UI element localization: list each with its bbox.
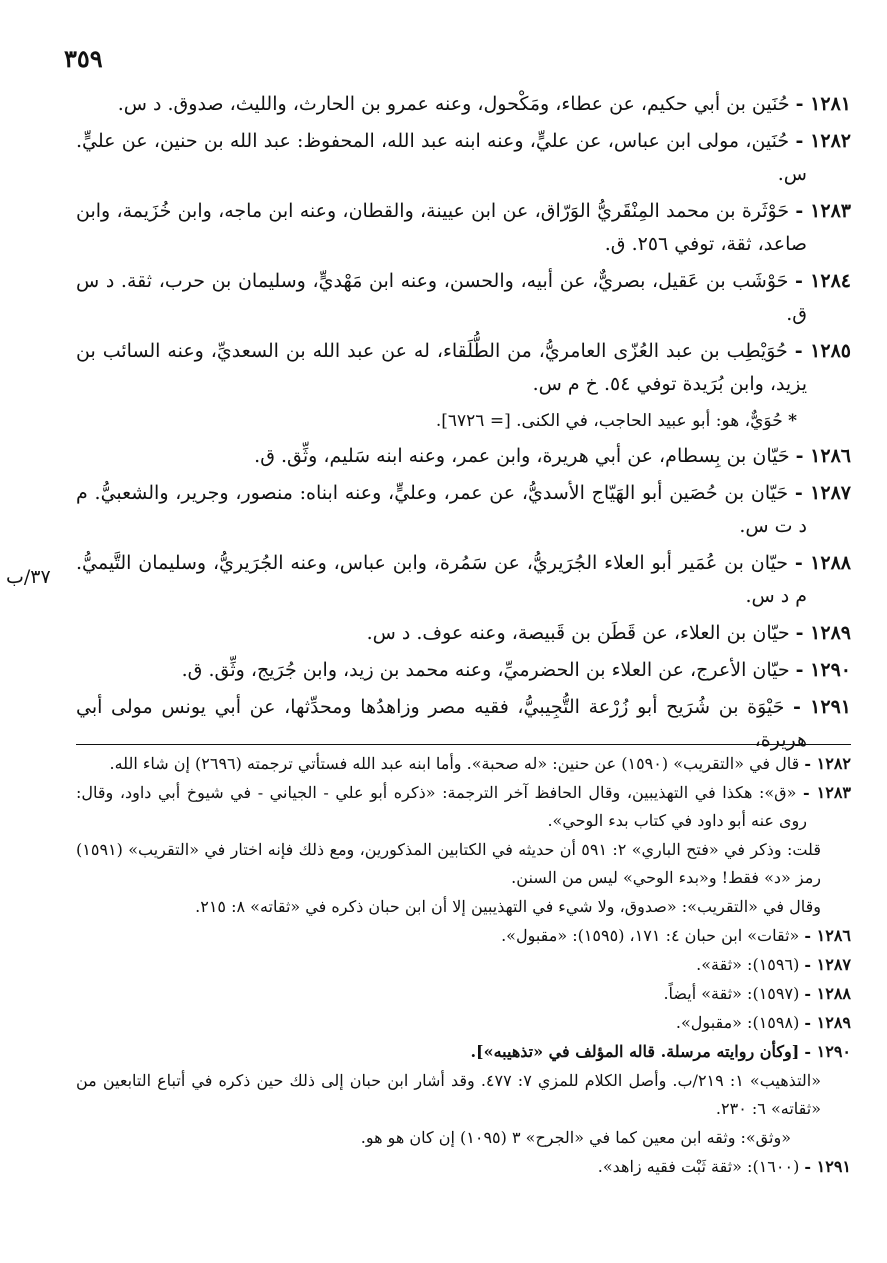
footnote-number: ١٢٩١ - — [804, 1157, 851, 1176]
footnote-1288 — [76, 980, 851, 1008]
entry-text: حُنَين، مولى ابن عباس، عن عليٍّ، وعنه ابنه عبد الله، المحفوظ: عبد الله بن حنين، عن عليٍّ. س. — [76, 130, 807, 185]
entry-1284 — [76, 265, 851, 331]
footnote-text: قال في «التقريب» (١٥٩٠) عن حنين: «له صحبة». وأما ابنه عبد الله فستأتي ترجمته (٢٦٩٦) إن شاء الله. — [109, 754, 800, 773]
footnote-1290-wuththiq — [76, 1124, 851, 1152]
footnote-separator — [76, 744, 851, 745]
footnote-text: (١٦٠٠): «ثقة ثَبْت فقيه زاهد». — [597, 1157, 800, 1176]
entry-number: ١٢٩١ - — [793, 696, 851, 718]
entry-number: ١٢٨٤ - — [795, 270, 851, 292]
entry-1281 — [76, 88, 851, 121]
entry-text: حُوَيْطِب بن عبد العُزّى العامريُّ، من الطُّلَقاء، له عن عبد الله بن السعديِّ، وعنه السائب بن يزيد، وابن بُرَيدة توفي ٥٤. خ م س. — [76, 340, 807, 395]
footnote-1287 — [76, 951, 851, 979]
footnote-1283-taqrib — [76, 893, 851, 921]
footnote-number: ١٢٩٠ - — [804, 1042, 851, 1061]
footnote-text: (١٥٩٦): «ثقة». — [696, 955, 800, 974]
entry-text: حَيّان بن حُصَين أبو الهَيّاج الأسديُّ، عن عمر، وعليٍّ، وعنه ابناه: منصور، وجرير، والشعبيُّ. م د ت س. — [76, 482, 807, 537]
entry-number: ١٢٨٦ - — [795, 445, 851, 467]
entry-1286 — [76, 440, 851, 473]
entry-text: حيّان بن عُمَير أبو العلاء الجُرَيريُّ، عن سَمُرة، وابن عباس، وعنه الجُرَيريُّ، وسليمان التَّيميُّ. م د س. — [76, 552, 807, 607]
manuscript-folio-marker: ٣٧/ب — [6, 566, 51, 588]
entry-text: حَيْوَة بن شُرَيح أبو زُرْعة التُّجِيبيُّ، فقيه مصر وزاهدُها ومحدِّثها، عن أبي يونس مولى أبي هريرة، — [76, 696, 807, 751]
footnote-1289 — [76, 1009, 851, 1037]
footnote-text: «ثقات» ابن حبان ٤: ١٧١، (١٥٩٥): «مقبول». — [501, 926, 800, 945]
footnote-number: ١٢٨٢ - — [804, 754, 851, 773]
footnote-text: «التذهيب» ١: ٢١٩/ب. وأصل الكلام للمزي ٧: ٤٧٧. وقد أشار ابن حبان إلى ذلك حين ذكره في أتباع التابعين من «ثقاته» ٦: ٢٣٠. — [76, 1071, 822, 1118]
asterisk-marker: * — [788, 411, 797, 431]
footnote-1286 — [76, 922, 851, 950]
entry-1290 — [76, 654, 851, 687]
entry-number: ١٢٨٩ - — [795, 622, 851, 644]
entry-text: حيّان بن العلاء، عن قَطَن بن قَبيصة، وعنه عوف. د س. — [366, 622, 790, 644]
entry-1291 — [76, 691, 851, 757]
entry-1285 — [76, 335, 851, 401]
footnote-1283 — [76, 779, 851, 835]
entry-number: ١٢٨٥ - — [794, 340, 851, 362]
entry-number: ١٢٩٠ - — [795, 659, 851, 681]
entry-text: حَوْثَرة بن محمد المِنْقَريُّ الوَرّاق، عن ابن عيينة، والقطان، وعنه ابن ماجه، وابن خُزَيمة، وابن صاعد، ثقة، توفي ٢٥٦. ق. — [76, 200, 807, 255]
entry-text: حَيّان بن بِسطام، عن أبي هريرة، وابن عمر، وعنه ابنه سَليم، وثِّق. ق. — [254, 445, 790, 467]
entry-1282 — [76, 125, 851, 191]
footnote-number: ١٢٨٣ - — [802, 783, 851, 802]
footnote-number: ١٢٨٦ - — [804, 926, 851, 945]
entry-number: ١٢٨٧ - — [794, 482, 851, 504]
footnotes — [76, 750, 851, 1182]
entry-1287 — [76, 477, 851, 543]
footnote-1282 — [76, 750, 851, 778]
entry-number: ١٢٨٣ - — [795, 200, 851, 222]
entry-1288 — [76, 547, 851, 613]
footnote-number: ١٢٨٧ - — [804, 955, 851, 974]
footnote-number: ١٢٨٨ - — [804, 984, 851, 1003]
footnote-text: (١٥٩٨): «مقبول». — [675, 1013, 800, 1032]
page-number: ٣٥٩ — [64, 44, 103, 73]
entry-number: ١٢٨١ - — [795, 93, 851, 115]
footnote-text: «وثق»: وثقه ابن معين كما في «الجرح» ٣ (١٠٩٥) إن كان هو هو. — [360, 1128, 791, 1147]
entry-text: حُنَين بن أبي حكيم، عن عطاء، ومَكْحول، وعنه عمرو بن الحارث، والليث، صدوق. د س. — [117, 93, 790, 115]
cross-reference-entry — [76, 405, 851, 438]
footnote-text: «ق»: هكذا في التهذيبين، وقال الحافظ آخر الترجمة: «ذكره أبو علي - الجياني - في شيوخ أبي داود، وقال: روى عنه أبو داود في كتاب بدء الوحي». — [76, 783, 807, 830]
entry-1289 — [76, 617, 851, 650]
entry-1283 — [76, 195, 851, 261]
footnote-text: [وكأن روايته مرسلة. قاله المؤلف في «تذهيبه»]. — [470, 1042, 800, 1061]
footnote-text: وقال في «التقريب»: «صدوق، ولا شيء في التهذيبين إلا أن ابن حبان ذكره في «ثقاته» ٨: ٢١٥. — [195, 897, 821, 916]
entry-number: ١٢٨٨ - — [794, 552, 851, 574]
footnote-1290 — [76, 1038, 851, 1066]
footnote-text: قلت: وذكر في «فتح الباري» ٢: ٥٩١ أن حديثه في الكتابين المذكورين، ومع ذلك فإنه اختار في «التقريب» (١٥٩١) رمز «د» فقط! و«بدء الوحي» ليس من السنن. — [76, 840, 822, 887]
entry-text: حُوَيٌّ، هو: أبو عبيد الحاجب، في الكنى. [= ٦٧٢٦]. — [435, 411, 783, 431]
footnote-1291 — [76, 1153, 851, 1181]
main-text — [76, 88, 851, 761]
entry-text: حَوْشَب بن عَقيل، بصريٌّ، عن أبيه، والحسن، وعنه ابن مَهْديٍّ، وسليمان بن حرب، ثقة. د س ق. — [76, 270, 807, 325]
entry-text: حيّان الأعرج، عن العلاء بن الحضرميِّ، وعنه محمد بن زيد، وابن جُرَيج، وثِّق. ق. — [181, 659, 790, 681]
footnote-text: (١٥٩٧): «ثقة» أيضاً. — [663, 984, 800, 1003]
footnote-1290-tadhhib — [76, 1067, 851, 1123]
footnote-1283-comment — [76, 836, 851, 892]
footnote-number: ١٢٨٩ - — [804, 1013, 851, 1032]
entry-number: ١٢٨٢ - — [795, 130, 851, 152]
